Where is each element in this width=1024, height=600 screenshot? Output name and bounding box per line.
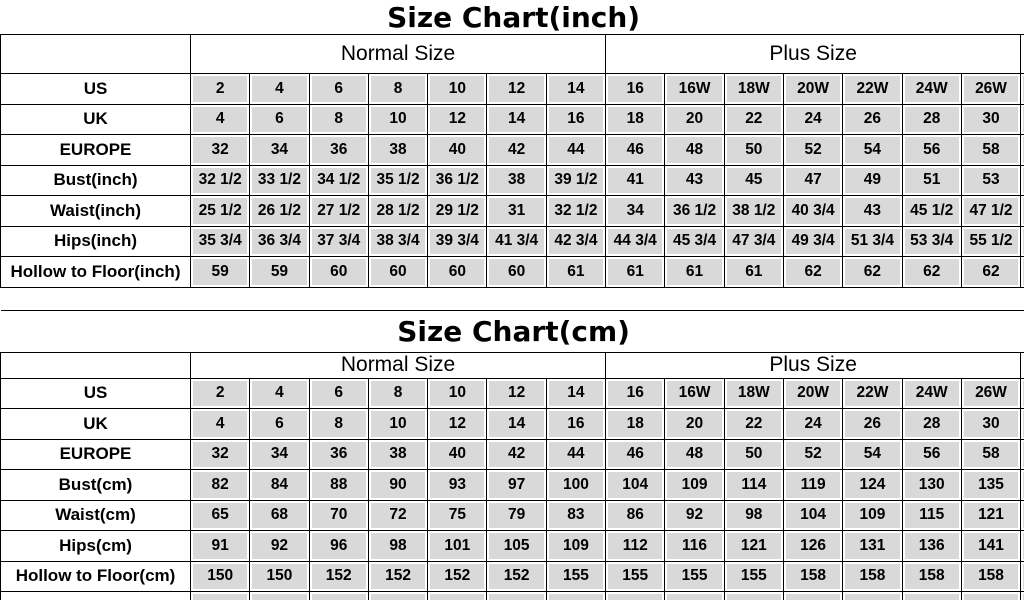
value-cell: 12 [428,409,487,440]
clipped-column-cell [1021,196,1024,227]
row-label: UK [1,409,191,440]
clipped-column-cell [1021,470,1024,501]
table-row [1,257,1024,288]
value-cell: 2 [191,378,250,409]
value-cell: 38 [487,165,546,196]
value-cell: 61 [606,257,665,288]
value-cell: 18W [724,74,783,105]
value-cell: 59 [191,257,250,288]
value-cell: 47 3/4 [724,226,783,257]
value-cell: 28 [902,409,961,440]
value-cell: 14 [487,409,546,440]
value-cell: 48 [665,135,724,166]
row-label: Bust(cm) [1,470,191,501]
value-cell: 36 1/2 [428,165,487,196]
value-cell: 4 [191,409,250,440]
value-cell: 32 [191,439,250,470]
table-row [1,135,1024,166]
value-cell: 65 [191,500,250,531]
value-cell: 62 [961,257,1020,288]
value-cell: 32 1/2 [546,196,605,227]
value-cell: 38 [368,439,427,470]
value-cell: 4 [250,74,309,105]
table-title: Size Chart(cm) [1,310,1024,352]
table-row [1,439,1024,470]
clipped-column-cell [1021,561,1024,592]
clipped-column-cell [1021,165,1024,196]
value-cell: 135 [961,470,1020,501]
row-label: EUROPE [1,135,191,166]
value-cell: 45 [724,165,783,196]
value-cell: 34 1/2 [309,165,368,196]
value-cell: 155 [724,561,783,592]
row-label: EUROPE [1,439,191,470]
value-cell: 10 [428,74,487,105]
value-cell: 92 [665,500,724,531]
value-cell: 86 [606,500,665,531]
value-cell: 22W [843,74,902,105]
value-cell: 98 [368,531,427,562]
value-cell: 6 [309,378,368,409]
clipped-column-header [1021,352,1024,378]
table-row [1,74,1024,105]
value-cell: 152 [428,561,487,592]
value-cell: 26W [961,378,1020,409]
row-label: Hollow to Floor(cm) [1,561,191,592]
value-cell: 10 [368,409,427,440]
value-cell: 18W [724,378,783,409]
value-cell: 16 [546,104,605,135]
column-group-header: Normal Size [191,352,606,378]
value-cell: 121 [961,500,1020,531]
value-cell: 24 [783,104,842,135]
value-cell: 42 [487,135,546,166]
value-cell: 38 1/2 [724,196,783,227]
size-table [0,0,1024,288]
value-cell: 26 1/2 [250,196,309,227]
value-cell: 44 3/4 [606,226,665,257]
value-cell: 16W [665,74,724,105]
value-cell: 58 [961,439,1020,470]
value-cell: 45 1/2 [902,196,961,227]
corner-cell [1,35,191,74]
value-cell: 2 [191,74,250,105]
row-label: US [1,74,191,105]
size-chart-inch-table [0,0,1024,288]
value-cell: 124 [843,470,902,501]
value-cell: 92 [250,531,309,562]
value-cell: 43 [665,165,724,196]
table-row [1,500,1024,531]
value-cell: 83 [546,500,605,531]
value-cell: 52 [783,439,842,470]
value-cell: 61 [665,257,724,288]
value-cell: 84 [250,470,309,501]
value-cell: 29 1/2 [428,196,487,227]
value-cell: 47 [783,165,842,196]
value-cell: 116 [665,531,724,562]
value-cell: 30 [961,409,1020,440]
value-cell: 82 [191,470,250,501]
value-cell: 4 [250,378,309,409]
value-cell: 28 [902,104,961,135]
clipped-column-cell [1021,135,1024,166]
corner-cell [1,352,191,378]
value-cell: 34 [606,196,665,227]
value-cell: 158 [783,561,842,592]
value-cell: 53 [961,165,1020,196]
value-cell: 112 [606,531,665,562]
value-cell: 37 3/4 [309,226,368,257]
value-cell: 49 [843,165,902,196]
table-row [1,409,1024,440]
value-cell: 60 [487,257,546,288]
value-cell: 152 [309,561,368,592]
table-row [1,531,1024,562]
value-cell: 98 [724,500,783,531]
row-label: Hips(inch) [1,226,191,257]
value-cell: 12 [487,378,546,409]
table-title: Size Chart(inch) [1,0,1024,35]
value-cell: 104 [606,470,665,501]
value-cell: 22 [724,409,783,440]
value-cell: 41 3/4 [487,226,546,257]
value-cell: 75 [428,500,487,531]
value-cell: 38 3/4 [368,226,427,257]
value-cell: 50 [724,439,783,470]
value-cell: 28 1/2 [368,196,427,227]
value-cell: 114 [724,470,783,501]
table-row [1,470,1024,501]
value-cell: 62 [843,257,902,288]
value-cell: 8 [309,409,368,440]
value-cell: 24W [902,74,961,105]
value-cell: 24 [783,409,842,440]
value-cell: 62 [902,257,961,288]
value-cell: 141 [961,531,1020,562]
value-cell: 34 [250,135,309,166]
value-cell: 24W [902,378,961,409]
value-cell: 40 [428,135,487,166]
value-cell: 10 [428,378,487,409]
value-cell: 46 [606,135,665,166]
value-cell: 40 [428,439,487,470]
value-cell: 38 [368,135,427,166]
table-row [1,196,1024,227]
value-cell: 51 3/4 [843,226,902,257]
clipped-column-cell [1021,226,1024,257]
column-group-header: Normal Size [191,35,606,74]
value-cell: 58 [961,135,1020,166]
value-cell: 131 [843,531,902,562]
clipped-column-cell [1021,74,1024,105]
column-group-header: Plus Size [606,352,1021,378]
value-cell: 70 [309,500,368,531]
value-cell: 93 [428,470,487,501]
row-label: Waist(cm) [1,500,191,531]
value-cell: 31 [487,196,546,227]
value-cell: 53 3/4 [902,226,961,257]
value-cell: 36 1/2 [665,196,724,227]
clipped-column-cell [1021,257,1024,288]
value-cell: 158 [961,561,1020,592]
column-group-header: Plus Size [606,35,1021,74]
value-cell: 100 [546,470,605,501]
row-label: Bust(inch) [1,165,191,196]
table-row [1,165,1024,196]
value-cell: 158 [902,561,961,592]
table-row [1,104,1024,135]
value-cell: 158 [843,561,902,592]
row-label: US [1,378,191,409]
row-label: Waist(inch) [1,196,191,227]
value-cell: 48 [665,439,724,470]
size-chart-cm-table [0,310,1024,600]
table-gap [0,288,1024,310]
value-cell: 14 [546,74,605,105]
value-cell: 12 [487,74,546,105]
clipped-column-cell [1021,500,1024,531]
value-cell: 20 [665,104,724,135]
value-cell: 52 [783,135,842,166]
clipped-column-cell [1021,531,1024,562]
value-cell: 54 [843,135,902,166]
value-cell: 4 [191,104,250,135]
value-cell: 43 [843,196,902,227]
value-cell: 56 [902,439,961,470]
value-cell: 121 [724,531,783,562]
value-cell: 60 [428,257,487,288]
value-cell: 39 1/2 [546,165,605,196]
value-cell: 59 [250,257,309,288]
value-cell: 16 [606,74,665,105]
value-cell: 20W [783,378,842,409]
value-cell: 10 [368,104,427,135]
value-cell: 150 [250,561,309,592]
value-cell: 32 [191,135,250,166]
value-cell: 42 3/4 [546,226,605,257]
value-cell: 109 [546,531,605,562]
value-cell: 101 [428,531,487,562]
value-cell: 33 1/2 [250,165,309,196]
value-cell: 56 [902,135,961,166]
value-cell: 18 [606,409,665,440]
value-cell: 36 3/4 [250,226,309,257]
value-cell: 46 [606,439,665,470]
value-cell: 22 [724,104,783,135]
value-cell: 88 [309,470,368,501]
value-cell: 35 1/2 [368,165,427,196]
value-cell: 41 [606,165,665,196]
value-cell: 105 [487,531,546,562]
value-cell: 20 [665,409,724,440]
value-cell: 45 3/4 [665,226,724,257]
table-row [1,561,1024,592]
value-cell: 6 [250,409,309,440]
value-cell: 152 [368,561,427,592]
value-cell: 61 [546,257,605,288]
value-cell: 61 [724,257,783,288]
value-cell: 14 [487,104,546,135]
clipped-column-cell [1021,409,1024,440]
value-cell: 150 [191,561,250,592]
value-cell: 109 [665,470,724,501]
value-cell: 14 [546,378,605,409]
value-cell: 47 1/2 [961,196,1020,227]
value-cell: 119 [783,470,842,501]
value-cell: 18 [606,104,665,135]
row-label: Hollow to Floor(inch) [1,257,191,288]
value-cell: 40 3/4 [783,196,842,227]
clipped-column-cell [1021,439,1024,470]
value-cell: 115 [902,500,961,531]
value-cell: 50 [724,135,783,166]
value-cell: 126 [783,531,842,562]
value-cell: 109 [843,500,902,531]
value-cell: 6 [250,104,309,135]
value-cell: 90 [368,470,427,501]
clipped-column-cell [1021,104,1024,135]
value-cell: 27 1/2 [309,196,368,227]
clipped-row [1,592,1024,600]
value-cell: 152 [487,561,546,592]
value-cell: 97 [487,470,546,501]
size-table [0,310,1024,600]
value-cell: 79 [487,500,546,531]
value-cell: 30 [961,104,1020,135]
value-cell: 155 [665,561,724,592]
value-cell: 36 [309,135,368,166]
table-row [1,226,1024,257]
value-cell: 26 [843,409,902,440]
value-cell: 35 3/4 [191,226,250,257]
clipped-column-cell [1021,378,1024,409]
value-cell: 16 [546,409,605,440]
value-cell: 8 [309,104,368,135]
value-cell: 8 [368,378,427,409]
value-cell: 6 [309,74,368,105]
value-cell: 54 [843,439,902,470]
table-row [1,378,1024,409]
value-cell: 136 [902,531,961,562]
value-cell: 44 [546,439,605,470]
value-cell: 60 [368,257,427,288]
value-cell: 22W [843,378,902,409]
value-cell: 26W [961,74,1020,105]
value-cell: 34 [250,439,309,470]
row-label: UK [1,104,191,135]
value-cell: 91 [191,531,250,562]
value-cell: 130 [902,470,961,501]
row-label: Hips(cm) [1,531,191,562]
value-cell: 68 [250,500,309,531]
value-cell: 8 [368,74,427,105]
value-cell: 104 [783,500,842,531]
value-cell: 25 1/2 [191,196,250,227]
value-cell: 155 [546,561,605,592]
value-cell: 60 [309,257,368,288]
value-cell: 39 3/4 [428,226,487,257]
value-cell: 16W [665,378,724,409]
value-cell: 55 1/2 [961,226,1020,257]
value-cell: 16 [606,378,665,409]
value-cell: 36 [309,439,368,470]
value-cell: 51 [902,165,961,196]
value-cell: 42 [487,439,546,470]
value-cell: 26 [843,104,902,135]
value-cell: 62 [783,257,842,288]
value-cell: 49 3/4 [783,226,842,257]
value-cell: 96 [309,531,368,562]
value-cell: 12 [428,104,487,135]
value-cell: 32 1/2 [191,165,250,196]
value-cell: 155 [606,561,665,592]
value-cell: 20W [783,74,842,105]
clipped-column-header [1021,35,1024,74]
value-cell: 72 [368,500,427,531]
value-cell: 44 [546,135,605,166]
